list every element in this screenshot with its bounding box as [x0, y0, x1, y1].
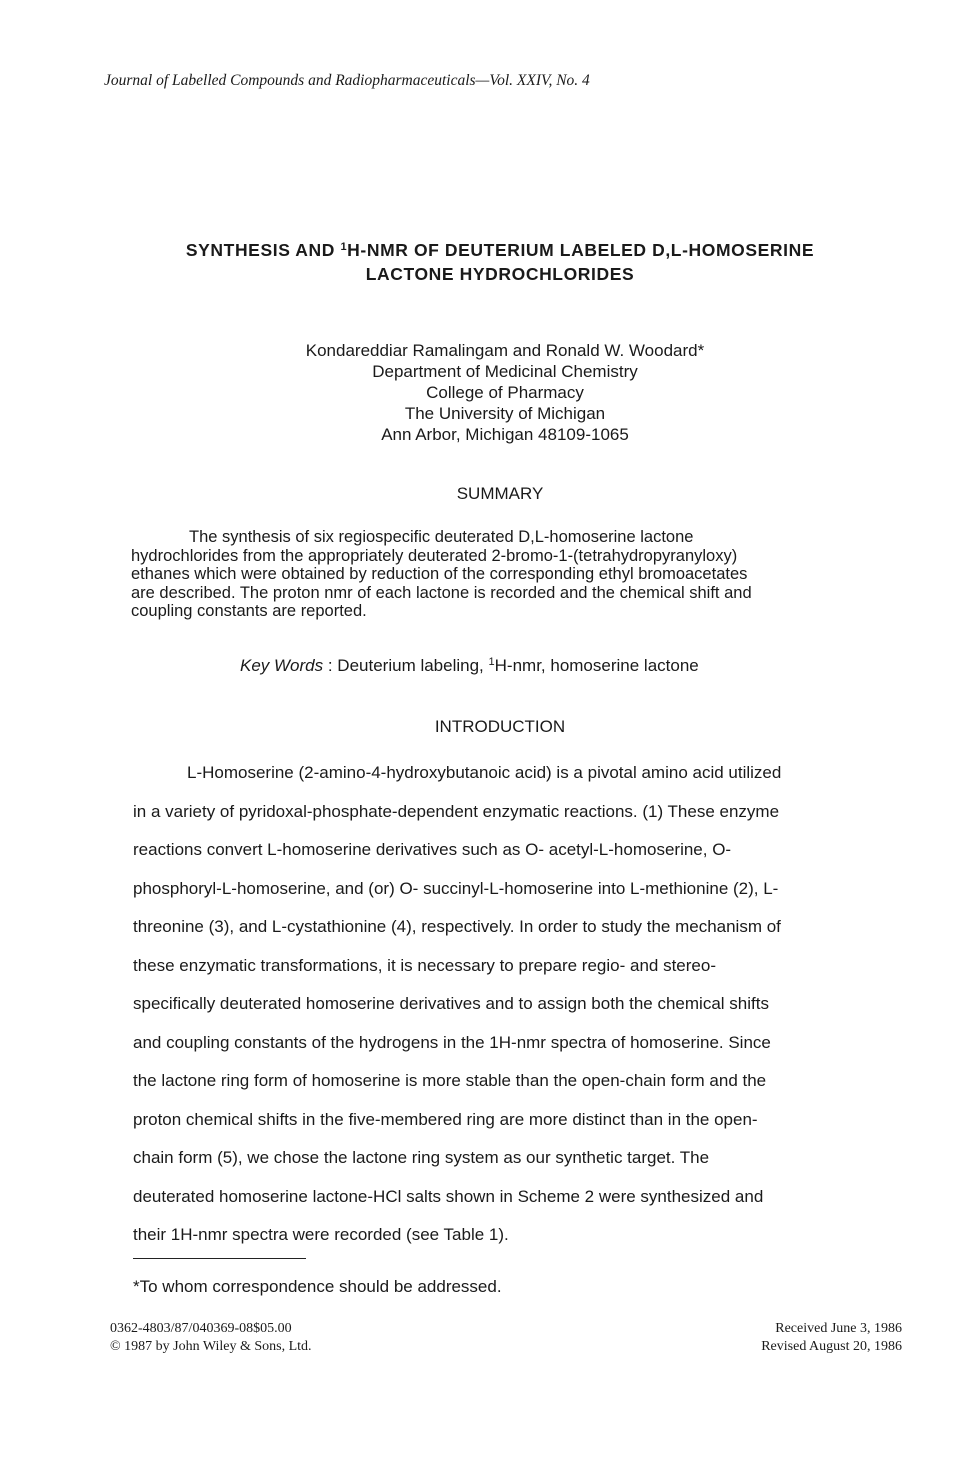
author-names: Kondareddiar Ramalingam and Ronald W. Woodard*: [305, 341, 705, 360]
footnote-divider: [133, 1258, 306, 1259]
intro-line: proton chemical shifts in the five-membered ring are more distinct than in the open-: [133, 1109, 758, 1129]
author-university: The University of Michigan: [404, 404, 606, 423]
keywords: Key Words : Deuterium labeling, $^1$H-nmr, homoserine lactone: [240, 656, 699, 675]
intro-line: in a variety of pyridoxal-phosphate-dependent enzymatic reactions. (1) These enzyme: [133, 801, 780, 821]
author-address: Ann Arbor, Michigan 48109-1065: [381, 425, 629, 444]
keywords-label: Key Words: [240, 656, 324, 675]
title-superscript: 1: [340, 241, 348, 253]
intro-line: and coupling constants of the hydrogens in the 1H-nmr spectra of homoserine. Since: [133, 1032, 771, 1052]
introduction-heading: INTRODUCTION: [434, 717, 566, 736]
article-title: [100, 235, 900, 286]
summary-line: The synthesis of six regiospecific deuterated D,L-homoserine lactone: [189, 528, 694, 546]
intro-line: the lactone ring form of homoserine is more stable than the open-chain form and the: [133, 1071, 767, 1090]
title-line-1: SYNTHESIS AND $^1$H-NMR OF DEUTERIUM LABELED D,L-HOMOSERINE: [185, 240, 815, 260]
intro-line: phosphoryl-L-homoserine, and (or) O- succinyl-L-homoserine into L-methionine (2), L-: [133, 878, 779, 898]
journal-header: Journal of Labelled Compounds and Radiopharmaceuticals—Vol. XXIV, No. 4: [104, 72, 590, 89]
introduction-paragraph: [133, 754, 893, 1255]
summary-paragraph: [131, 528, 891, 621]
intro-line: these enzymatic transformations, it is necessary to prepare regio- and stereo-: [133, 955, 716, 975]
author-department: Department of Medicinal Chemistry: [372, 362, 638, 381]
revised-date: Revised August 20, 1986: [761, 1339, 902, 1354]
summary-line: hydrochlorides from the appropriately deuterated 2-bromo-1-(tetrahydropyranyloxy): [131, 546, 738, 565]
title-line-2: LACTONE HYDROCHLORIDES: [365, 264, 635, 284]
intro-line: chain form (5), we chose the lactone ring system as our synthetic target. The: [133, 1148, 710, 1167]
copyright-line: © 1987 by John Wiley & Sons, Ltd.: [110, 1339, 312, 1354]
intro-line: specifically deuterated homoserine derivatives and to assign both the chemical shifts: [133, 994, 769, 1013]
intro-line: L-Homoserine (2-amino-4-hydroxybutanoic acid) is a pivotal amino acid utilized: [187, 763, 782, 782]
summary-line: ethanes which were obtained by reduction of the corresponding ethyl bromoacetates: [131, 565, 748, 583]
publication-info: [110, 1320, 312, 1356]
received-date: Received June 3, 1986: [775, 1321, 902, 1336]
summary-line: are described. The proton nmr of each lactone is recorded and the chemical shift and: [131, 583, 752, 602]
summary-line: coupling constants are reported.: [131, 602, 367, 620]
author-block: [200, 340, 810, 445]
author-college: College of Pharmacy: [426, 383, 584, 402]
summary-heading: SUMMARY: [456, 484, 544, 503]
intro-line: their 1H-nmr spectra were recorded (see Table 1).: [133, 1225, 509, 1244]
article-code: 0362-4803/87/040369-08$05.00: [110, 1321, 292, 1336]
received-dates: [761, 1320, 902, 1356]
intro-line: threonine (3), and L-cystathionine (4), respectively. In order to study the mechanism of: [133, 917, 781, 936]
footnote: *To whom correspondence should be addressed.: [133, 1277, 502, 1296]
intro-line: deuterated homoserine lactone-HCl salts shown in Scheme 2 were synthesized and: [133, 1186, 764, 1206]
intro-line: reactions convert L-homoserine derivatives such as O- acetyl-L-homoserine, O-: [133, 840, 732, 859]
